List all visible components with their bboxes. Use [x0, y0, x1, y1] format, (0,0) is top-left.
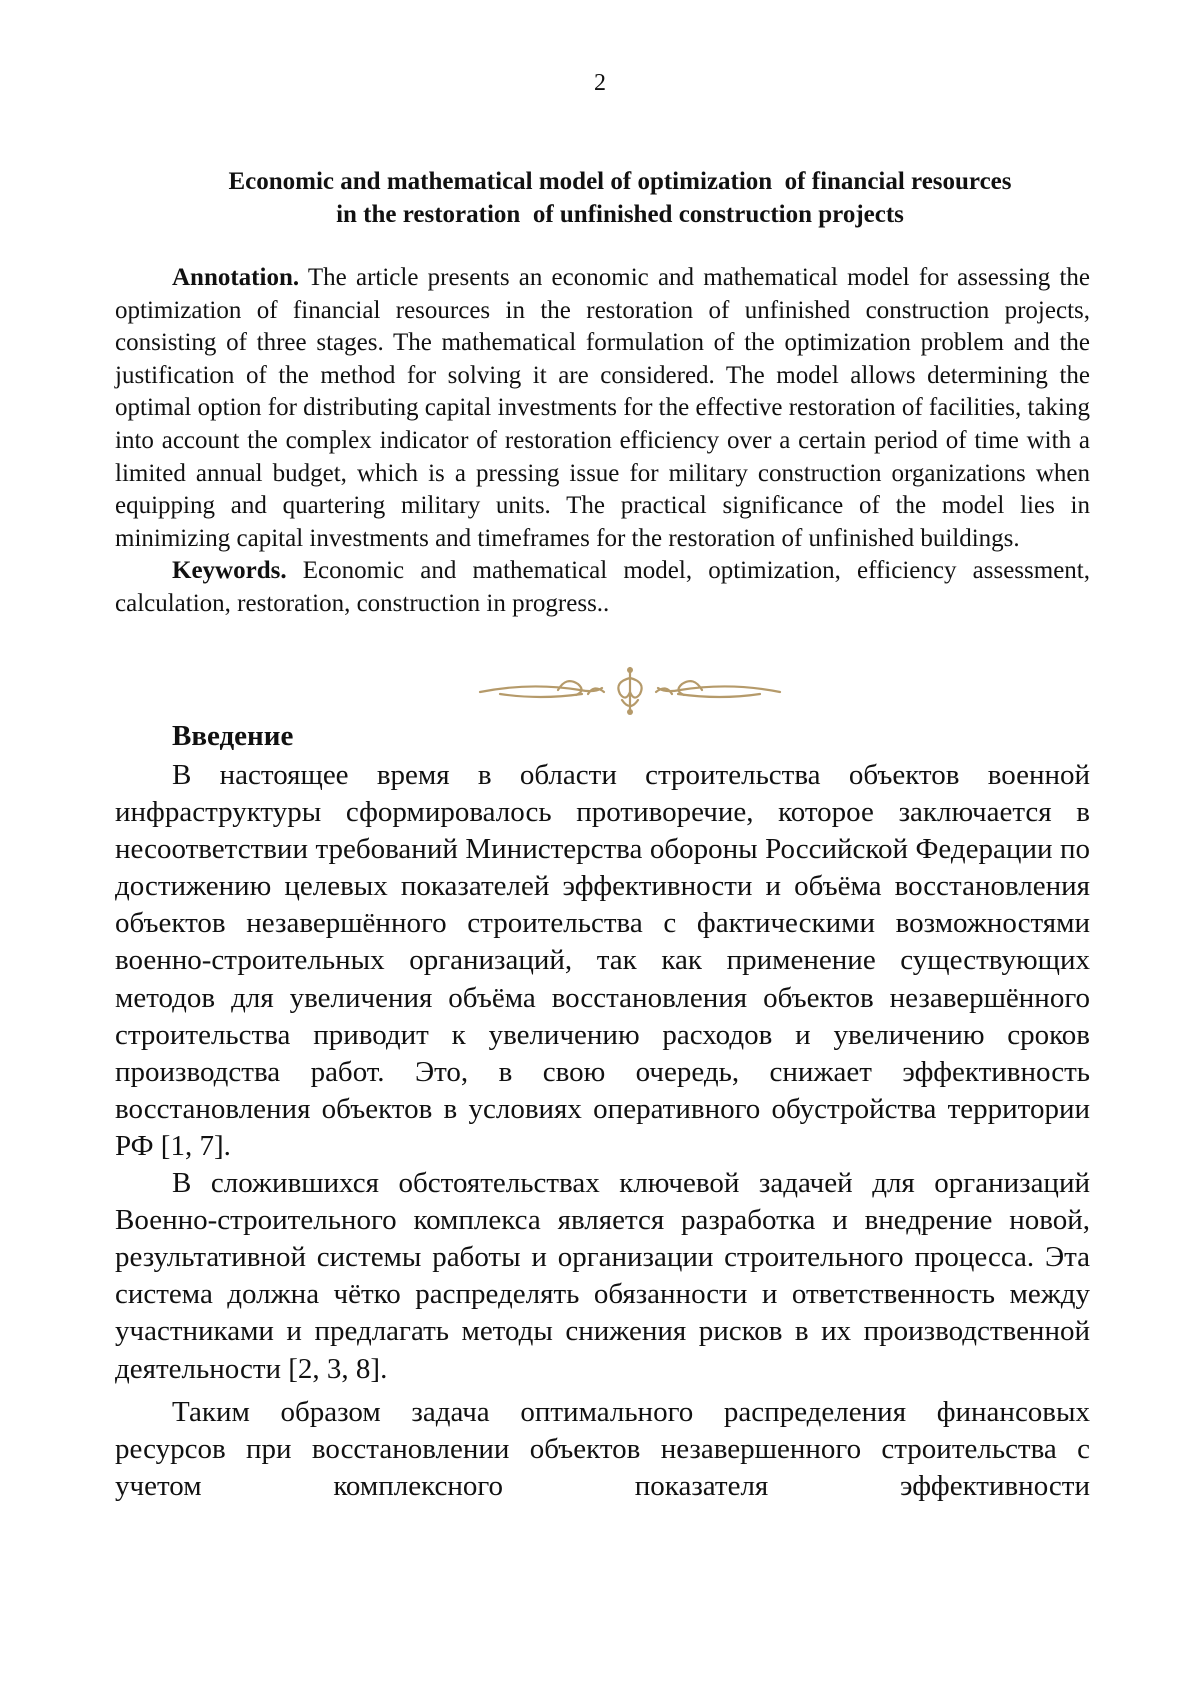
keywords-label: Keywords. — [172, 557, 287, 585]
body-paragraph-1: В настоящее время в области строительства объектов военной инфраструктуры сформировалось противоречие, которое заключается в несоответствии требований Министерства обороны Российской Федерации по достижению целевых показателей эффективности и объёма восстановления объектов незавершённого строительства с фактическими возможностями военно-строительных организаций, так как применение существующих методов для увеличения объёма восстановления объектов незавершённого строительства приводит к увеличению расходов и увеличению сроков производства работ. Это, в свою очередь, снижает эффективность восстановления объектов в условиях оперативного обустройства территории РФ [1, 7]. — [115, 759, 1090, 1162]
annotation-paragraph — [115, 262, 1090, 555]
keywords-paragraph — [115, 555, 1090, 620]
body-paragraph-3: Таким образом задача оптимального распределения финансовых ресурсов при восстановлении объектов незавершенного строительства с учетом комплексного показателя эффективности — [115, 1395, 1090, 1502]
title-line-2: in the restoration of unfinished construction projects — [336, 201, 904, 228]
page-number: 2 — [594, 70, 606, 96]
keywords-text: Economic and mathematical model, optimization, efficiency assessment, calculation, restoration, construction in progress.. — [115, 557, 1090, 617]
annotation-text: The article presents an economic and mathematical model for assessing the optimization of financial resources in the restoration of unfinished construction projects, consisting of three stages. The mathematical formulation of the optimization problem and the justification of the method for solving it are considered. The model allows determining the optimal option for distributing capital investments for the effective restoration of facilities, taking into account the complex indicator of restoration efficiency over a certain period of time with a limited annual budget, which is a pressing issue for military construction organizations when equipping and quartering military units. The practical significance of the model lies in minimizing capital investments and timeframes for the restoration of unfinished buildings. — [115, 264, 1090, 552]
abstract-block — [115, 262, 1090, 621]
annotation-label: Annotation. — [172, 264, 300, 291]
decorative-flourish-icon — [470, 660, 790, 720]
introduction-body — [115, 757, 1090, 1505]
section-heading: Введение — [172, 720, 294, 752]
article-title — [150, 165, 1090, 231]
title-line-1: Economic and mathematical model of optimization of financial resources — [228, 168, 1012, 195]
body-paragraph-2: В сложившихся обстоятельствах ключевой задачей для организаций Военно-строительного комплекса является разработка и внедрение новой, результативной системы работы и организации строительного процесса. Эта система должна чётко распределять обязанности и ответственность между участниками и предлагать методы снижения рисков в их производственной деятельности [2, 3, 8]. — [115, 1167, 1090, 1385]
